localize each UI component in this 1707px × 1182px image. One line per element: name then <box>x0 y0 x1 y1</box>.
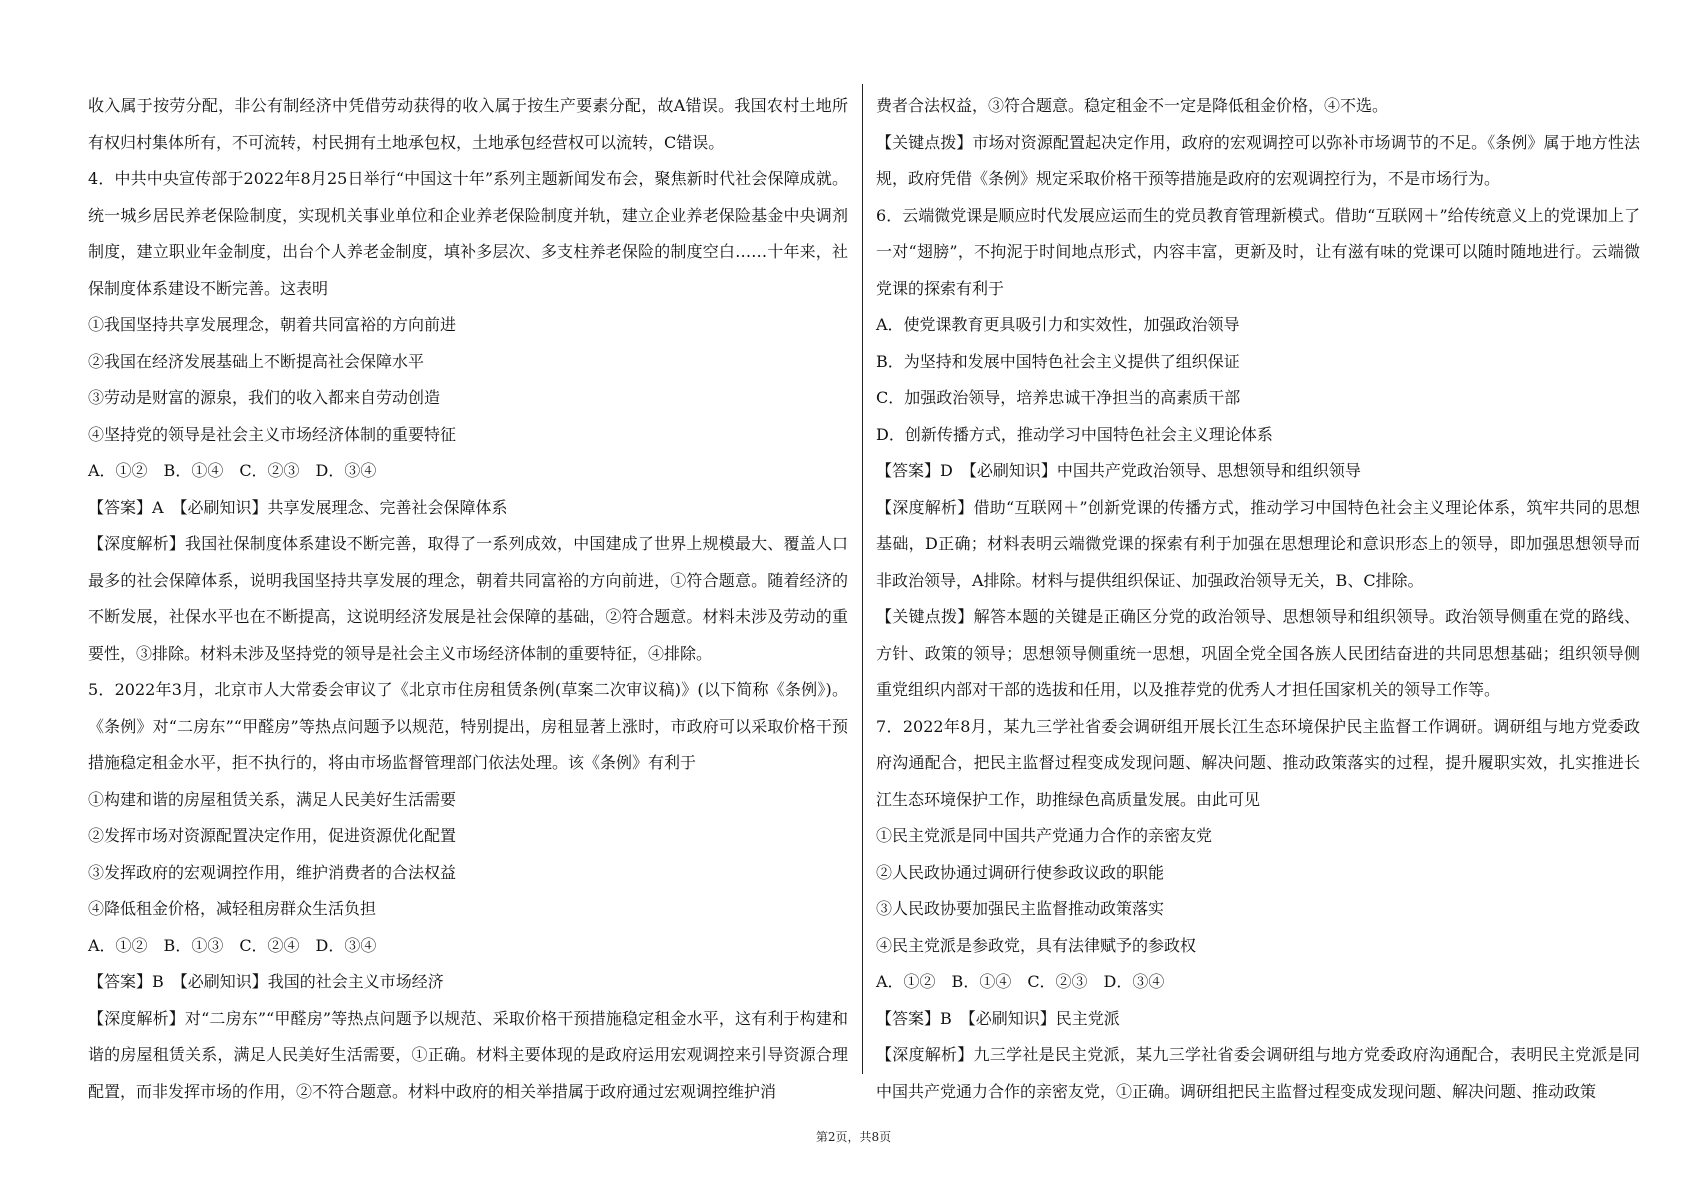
key-point-paragraph: 【关键点拨】解答本题的关键是正确区分党的政治领导、思想领导和组织领导。政治领导侧重在党的路线、方针、政策的领导；思想领导侧重统一思想，巩固全党全国各族人民团结奋进的共同思想基础；组织领导侧重党组织内部对干部的选拔和任用，以及推荐党的优秀人才担任国家机关的领导工作等。 <box>876 607 1640 699</box>
option-item: ②发挥市场对资源配置决定作用，促进资源优化配置 <box>88 826 457 845</box>
option-item: D．创新传播方式，推动学习中国特色社会主义理论体系 <box>876 424 1273 444</box>
question-5-stem: 5．2022年3月，北京市人大常委会审议了《北京市住房租赁条例(草案二次审议稿)》(以下简称《条例》)。《条例》对“二房东”“甲醛房”等热点问题予以规范，特别提出，房租显著上涨时，市政府可以采取价格干预措施稳定租金水平，拒不执行的，将由市场监督管理部门依法处理。该《条例》有利于 <box>88 680 848 772</box>
option-item: ④民主党派是参政党，具有法律赋予的参政权 <box>876 935 1197 955</box>
analysis-paragraph: 【深度解析】我国社保制度体系建设不断完善，取得了一系列成效，中国建成了世界上规模最大、覆盖人口最多的社会保障体系，说明我国坚持共享发展的理念，朝着共同富裕的方向前进，①符合题意。随着经济的不断发展，社保水平也在不断提高，这说明经济发展是社会保障的基础，②符合题意。材料未涉及劳动的重要性，③排除。材料未涉及坚持党的领导是社会主义市场经济体制的重要特征，④排除。 <box>88 534 848 663</box>
option-item: ②人民政协通过调研行使参政议政的职能 <box>876 862 1165 882</box>
option-item: ③人民政协要加强民主监督推动政策落实 <box>876 899 1165 918</box>
option-item: C．加强政治领导，培养忠诚干净担当的高素质干部 <box>876 388 1241 407</box>
answer-line: 【答案】B 【必刷知识】民主党派 <box>876 1008 1120 1028</box>
question-4-stem: 4．中共中央宣传部于2022年8月25日举行“中国这十年”系列主题新闻发布会，聚焦新时代社会保障成就。统一城乡居民养老保险制度，实现机关事业单位和企业养老保险制度并轨，建立企业养老保险基金中央调剂制度，建立职业年金制度，出台个人养老金制度，填补多层次、多支柱养老保险的制度空白……十年来，社保制度体系建设不断完善。这表明 <box>88 169 848 298</box>
paragraph: 费者合法权益，③符合题意。稳定租金不一定是降低租金价格，④不选。 <box>876 96 1389 115</box>
paragraph: 收入属于按劳分配，非公有制经济中凭借劳动获得的收入属于按生产要素分配，故A错误。我国农村土地所有权归村集体所有，不可流转，村民拥有土地承包权，土地承包经营权可以流转，C错误。 <box>88 96 848 152</box>
column-divider <box>862 84 863 1074</box>
option-item: ④降低租金价格，减轻租房群众生活负担 <box>88 899 377 918</box>
choice-line: A．①② B．①④ C．②③ D．③④ <box>88 461 377 480</box>
option-item: A．使党课教育更具吸引力和实效性，加强政治领导 <box>876 315 1240 334</box>
option-item: ③劳动是财富的源泉，我们的收入都来自劳动创造 <box>88 388 441 407</box>
question-6-stem: 6．云端微党课是顺应时代发展应运而生的党员教育管理新模式。借助“互联网＋”给传统意义上的党课加上了一对“翅膀”，不拘泥于时间地点形式，内容丰富，更新及时，让有滋有味的党课可以随时随地进行。云端微党课的探索有利于 <box>876 205 1640 298</box>
analysis-paragraph: 【深度解析】对“二房东”“甲醛房”等热点问题予以规范、采取价格干预措施稳定租金水平，这有利于构建和谐的房屋租赁关系，满足人民美好生活需要，①正确。材料主要体现的是政府运用宏观调控来引导资源合理配置，而非发挥市场的作用，②不符合题意。材料中政府的相关举措属于政府通过宏观调控维护消 <box>88 1008 848 1101</box>
right-column <box>876 88 1640 1110</box>
question-7-stem: 7．2022年8月，某九三学社省委会调研组开展长江生态环境保护民主监督工作调研。调研组与地方党委政府沟通配合，把民主监督过程变成发现问题、解决问题、推动政策落实的过程，提升履职实效，扎实推进长江生态环境保护工作，助推绿色高质量发展。由此可见 <box>876 716 1640 809</box>
key-point-paragraph: 【关键点拨】市场对资源配置起决定作用，政府的宏观调控可以弥补市场调节的不足。《条例》属于地方性法规，政府凭借《条例》规定采取价格干预等措施是政府的宏观调控行为，不是市场行为。 <box>876 132 1640 188</box>
analysis-paragraph: 【深度解析】九三学社是民主党派，某九三学社省委会调研组与地方党委政府沟通配合，表明民主党派是同中国共产党通力合作的亲密友党，①正确。调研组把民主监督过程变成发现问题、解决问题、推动政策 <box>876 1045 1640 1101</box>
choice-line: A．①② B．①④ C．②③ D．③④ <box>876 972 1165 991</box>
analysis-paragraph: 【深度解析】借助“互联网＋”创新党课的传播方式，推动学习中国特色社会主义理论体系，筑牢共同的思想基础，D正确；材料表明云端微党课的探索有利于加强在思想理论和意识形态上的领导，即加强思想领导而非政治领导，A排除。材料与提供组织保证、加强政治领导无关，B、C排除。 <box>876 497 1640 590</box>
option-item: B．为坚持和发展中国特色社会主义提供了组织保证 <box>876 351 1240 371</box>
option-item: ①我国坚持共享发展理念，朝着共同富裕的方向前进 <box>88 315 457 334</box>
option-item: ①构建和谐的房屋租赁关系，满足人民美好生活需要 <box>88 789 457 809</box>
option-item: ④坚持党的领导是社会主义市场经济体制的重要特征 <box>88 424 457 444</box>
option-item: ②我国在经济发展基础上不断提高社会保障水平 <box>88 351 425 371</box>
page-number-footer: 第2页，共8页 <box>815 1130 892 1144</box>
answer-line: 【答案】B 【必刷知识】我国的社会主义市场经济 <box>88 972 444 991</box>
answer-line: 【答案】A 【必刷知识】共享发展理念、完善社会保障体系 <box>88 497 508 517</box>
left-column <box>88 88 848 1110</box>
option-item: ①民主党派是同中国共产党通力合作的亲密友党 <box>876 826 1213 845</box>
option-item: ③发挥政府的宏观调控作用，维护消费者的合法权益 <box>88 862 457 882</box>
answer-line: 【答案】D 【必刷知识】中国共产党政治领导、思想领导和组织领导 <box>876 461 1361 480</box>
choice-line: A．①② B．①③ C．②④ D．③④ <box>88 935 377 955</box>
